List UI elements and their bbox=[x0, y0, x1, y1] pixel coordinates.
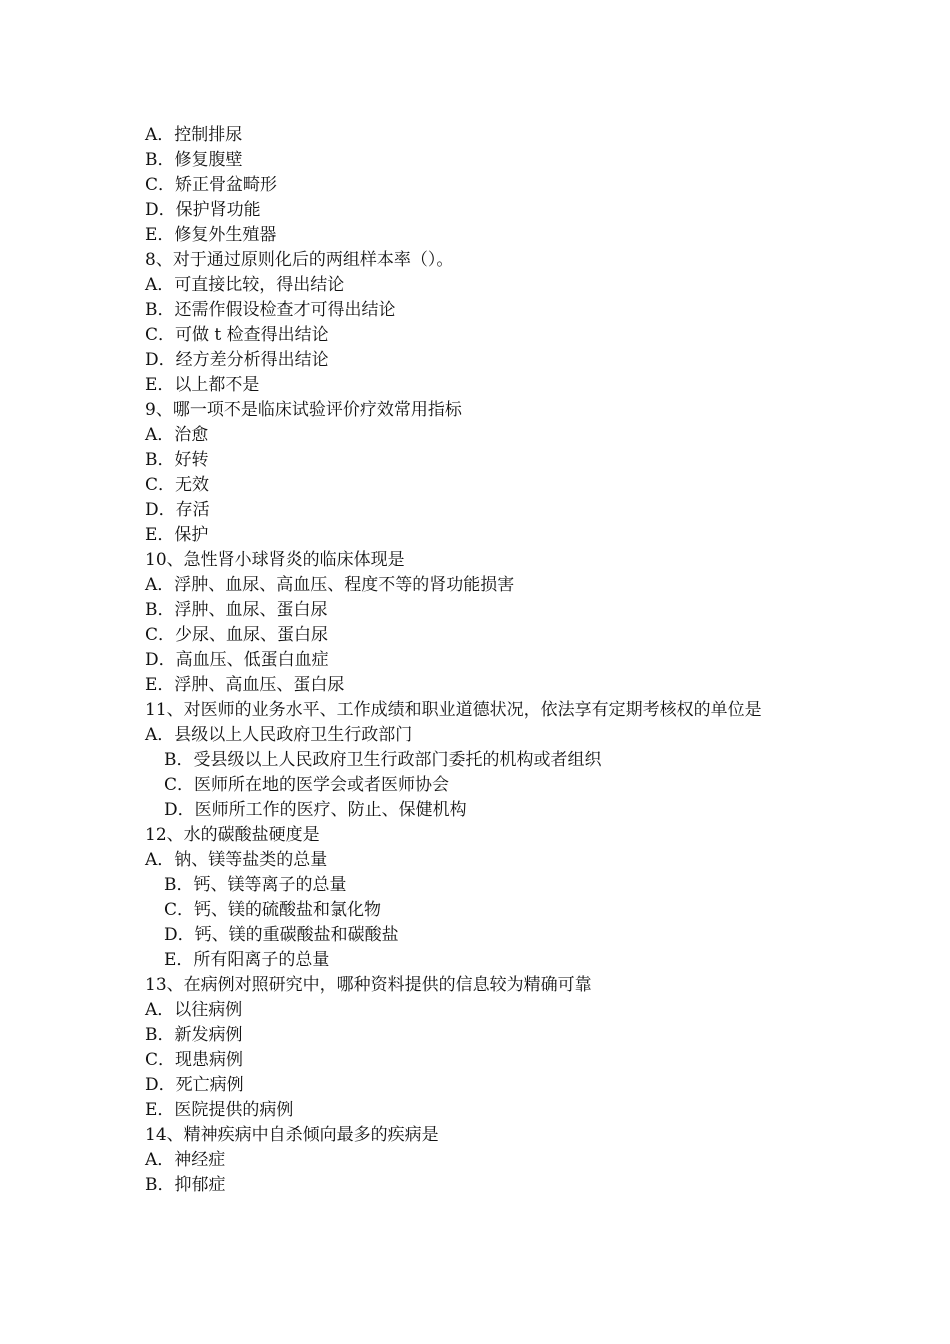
document-body bbox=[145, 123, 810, 1198]
answer-option: E．以上都不是 bbox=[145, 375, 260, 395]
answer-option: A．以往病例 bbox=[145, 1000, 243, 1020]
answer-option: D．死亡病例 bbox=[145, 1075, 244, 1095]
question-text: 14、精神疾病中自杀倾向最多的疾病是 bbox=[145, 1125, 439, 1145]
question-text: 13、在病例对照研究中，哪种资料提供的信息较为精确可靠 bbox=[145, 975, 592, 995]
answer-option: E．保护 bbox=[145, 525, 209, 545]
answer-option: B．受县级以上人民政府卫生行政部门委托的机构或者组织 bbox=[164, 750, 602, 770]
answer-option: D．高血压、低蛋白血症 bbox=[145, 650, 329, 670]
answer-option: C．无效 bbox=[145, 475, 210, 495]
answer-option: C．医师所在地的医学会或者医师协会 bbox=[164, 775, 450, 795]
answer-option: A．钠、镁等盐类的总量 bbox=[145, 850, 328, 870]
answer-option: E．浮肿、高血压、蛋白尿 bbox=[145, 675, 345, 695]
answer-option: D．经方差分析得出结论 bbox=[145, 350, 329, 370]
answer-option: A．控制排尿 bbox=[145, 125, 243, 145]
answer-option: D．保护肾功能 bbox=[145, 200, 261, 220]
answer-option: A．县级以上人民政府卫生行政部门 bbox=[145, 725, 413, 745]
question-text: 11、对医师的业务水平、工作成绩和职业道德状况，依法享有定期考核权的单位是 bbox=[145, 700, 762, 720]
answer-option: D．存活 bbox=[145, 500, 210, 520]
answer-option: A．神经症 bbox=[145, 1150, 226, 1170]
answer-option: D．钙、镁的重碳酸盐和碳酸盐 bbox=[164, 925, 399, 945]
answer-option: E．所有阳离子的总量 bbox=[164, 950, 330, 970]
answer-option: B．浮肿、血尿、蛋白尿 bbox=[145, 600, 328, 620]
question-text: 10、急性肾小球肾炎的临床体现是 bbox=[145, 550, 405, 570]
answer-option: C．矫正骨盆畸形 bbox=[145, 175, 278, 195]
answer-option: E．修复外生殖器 bbox=[145, 225, 277, 245]
question-text: 9、哪一项不是临床试验评价疗效常用指标 bbox=[145, 400, 462, 420]
answer-option: B．钙、镁等离子的总量 bbox=[164, 875, 347, 895]
question-text: 8、对于通过原则化后的两组样本率（）。 bbox=[145, 250, 454, 270]
question-text: 12、水的碳酸盐硬度是 bbox=[145, 825, 320, 845]
answer-option: C．少尿、血尿、蛋白尿 bbox=[145, 625, 329, 645]
answer-option: B．修复腹壁 bbox=[145, 150, 243, 170]
answer-option: A．治愈 bbox=[145, 425, 209, 445]
answer-option: B．抑郁症 bbox=[145, 1175, 226, 1195]
answer-option: C．现患病例 bbox=[145, 1050, 244, 1070]
answer-option: A．浮肿、血尿、高血压、程度不等的肾功能损害 bbox=[145, 575, 515, 595]
answer-option: A．可直接比较，得出结论 bbox=[145, 275, 345, 295]
answer-option: E．医院提供的病例 bbox=[145, 1100, 294, 1120]
answer-option: D．医师所工作的医疗、防止、保健机构 bbox=[164, 800, 467, 820]
answer-option: B．新发病例 bbox=[145, 1025, 243, 1045]
answer-option: C．可做 t 检查得出结论 bbox=[145, 325, 329, 345]
answer-option: B．好转 bbox=[145, 450, 209, 470]
answer-option: C．钙、镁的硫酸盐和氯化物 bbox=[164, 900, 382, 920]
answer-option: B．还需作假设检查才可得出结论 bbox=[145, 300, 396, 320]
